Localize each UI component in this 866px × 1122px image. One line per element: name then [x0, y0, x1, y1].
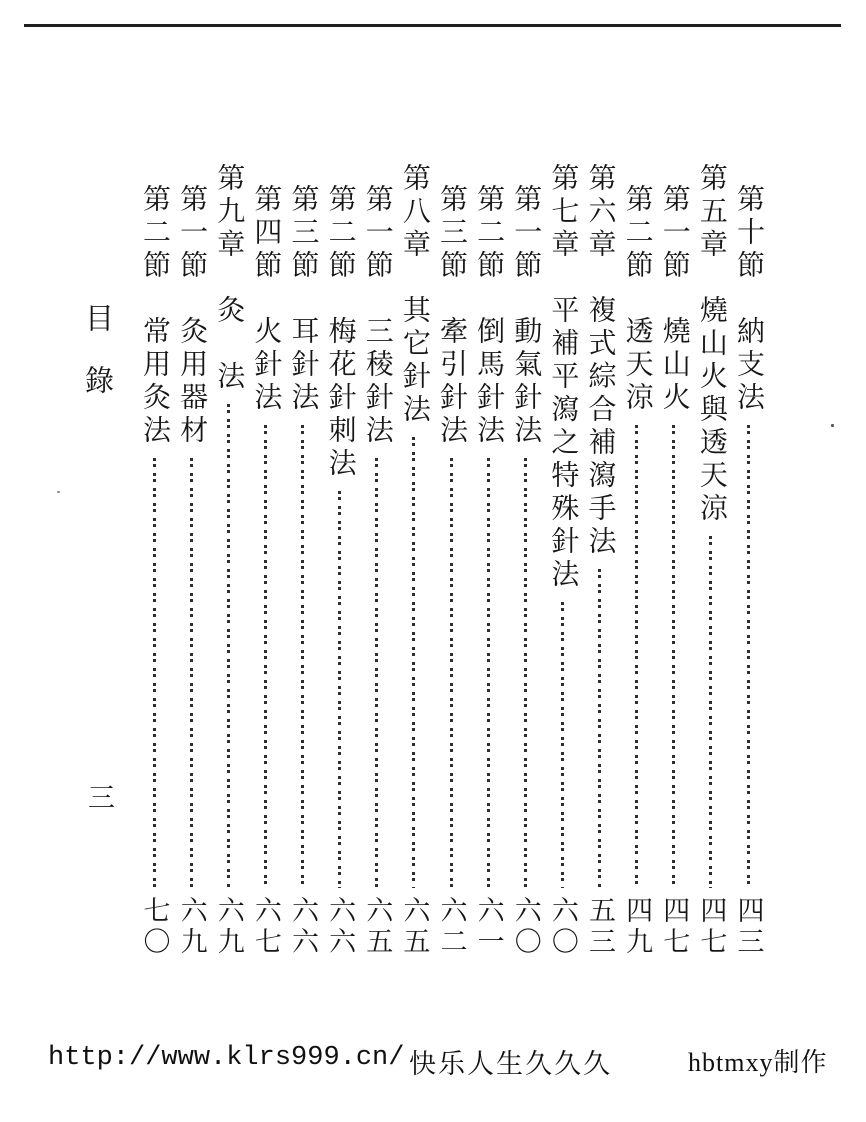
- toc-entry: [360, 163, 394, 958]
- folio-page-number: 三: [88, 783, 115, 813]
- toc-entry-page-number: 六一: [473, 896, 504, 958]
- watermark-url: http://www.klrs999.cn/: [48, 1043, 405, 1073]
- toc-entry-label: 第九章 灸 法: [213, 163, 245, 394]
- toc-entry: [508, 163, 542, 958]
- dot-leader: [635, 425, 638, 888]
- dot-leader: [227, 404, 230, 888]
- toc-entry-page-number: 四七: [696, 896, 727, 958]
- toc-entry-label: 第一節 三稜針法: [361, 184, 393, 448]
- dot-leader: [747, 425, 750, 888]
- scan-speck: [831, 424, 834, 427]
- toc-entry-page-number: 六五: [399, 896, 430, 958]
- toc-entry-label: 第二節 常用灸法: [139, 184, 170, 448]
- toc-entry-page-number: 六二: [436, 896, 467, 958]
- dot-leader: [264, 425, 267, 888]
- toc-entry: [174, 163, 208, 958]
- dot-leader: [450, 458, 453, 888]
- toc-title: 目 錄: [81, 303, 113, 396]
- toc-entry-label: 第三節 耳針法: [287, 184, 319, 415]
- toc-entry-page-number: 五三: [585, 896, 615, 958]
- toc-entry: [397, 163, 431, 958]
- toc-entry: [545, 163, 579, 958]
- dot-leader: [524, 458, 527, 888]
- toc-entry-label: 第二節 梅花針刺法: [324, 184, 356, 481]
- toc-entry-page-number: 六〇: [547, 896, 578, 958]
- toc-entry: [657, 163, 691, 958]
- toc-entry-page-number: 六九: [176, 896, 207, 958]
- toc-entry-label: 第一節 燒山火: [658, 184, 690, 415]
- dot-leader: [190, 458, 193, 888]
- toc-entry: [620, 163, 654, 958]
- dot-leader: [301, 425, 304, 888]
- dot-leader: [487, 458, 490, 888]
- toc-entry: [248, 163, 282, 958]
- toc-entry: [286, 163, 320, 958]
- toc-entry-page-number: 六五: [362, 896, 393, 958]
- toc-entry: [137, 163, 171, 958]
- toc-entry-label: 第六章 複式綜合補瀉手法: [584, 163, 616, 559]
- toc-entry-label: 第一節 灸用器材: [176, 184, 208, 448]
- watermark-credit: hbtmxy制作: [688, 1048, 828, 1077]
- toc-entry: [471, 163, 505, 958]
- toc-entry: [434, 163, 468, 958]
- toc-entry-page-number: 六九: [213, 896, 244, 958]
- toc-list: [137, 163, 765, 958]
- toc-entry-label: 第四節 火針法: [250, 184, 282, 415]
- toc-entry-label: 第八章 其它針法: [398, 163, 430, 427]
- toc-entry-label: 第七章 平補平瀉之特殊針法: [547, 163, 579, 592]
- toc-entry: [323, 163, 357, 958]
- toc-entry-label: 第十節 納支法: [733, 184, 764, 415]
- dot-leader: [561, 602, 564, 888]
- toc-entry-label: 第一節 動氣針法: [510, 184, 542, 448]
- toc-entry-label: 第二節 透天涼: [621, 184, 653, 415]
- dot-leader: [338, 491, 341, 888]
- toc-entry-page-number: 六六: [325, 896, 356, 958]
- toc-entry-page-number: 六六: [288, 896, 318, 958]
- watermark-slogan: 快乐人生久久久: [409, 1049, 612, 1079]
- toc-entry-page-number: 四七: [659, 896, 690, 958]
- dot-leader: [598, 569, 601, 888]
- toc-entry-label: 第二節 倒馬針法: [473, 184, 505, 448]
- toc-entry-page-number: 四九: [622, 896, 653, 958]
- toc-entry-label: 第三節 牽引針法: [436, 184, 467, 448]
- dot-leader: [412, 437, 415, 888]
- toc-entry-page-number: 六〇: [510, 896, 541, 958]
- toc-entry-page-number: 六七: [250, 896, 281, 958]
- toc-entry-page-number: 四三: [733, 896, 764, 958]
- dot-leader: [153, 458, 156, 888]
- dot-leader: [375, 458, 378, 888]
- watermark-footer: [0, 1040, 866, 1080]
- toc-entry: [583, 163, 617, 958]
- toc-entry: [211, 163, 245, 958]
- dot-leader: [709, 536, 712, 888]
- toc-entry-page-number: 七〇: [139, 896, 170, 958]
- toc-entry-label: 第五章 燒山火與透天涼: [695, 163, 727, 526]
- toc-entry: [731, 163, 765, 958]
- toc-entry: [694, 163, 728, 958]
- page-top-rule: [24, 24, 841, 27]
- scan-speck: [57, 491, 60, 493]
- dot-leader: [672, 425, 675, 888]
